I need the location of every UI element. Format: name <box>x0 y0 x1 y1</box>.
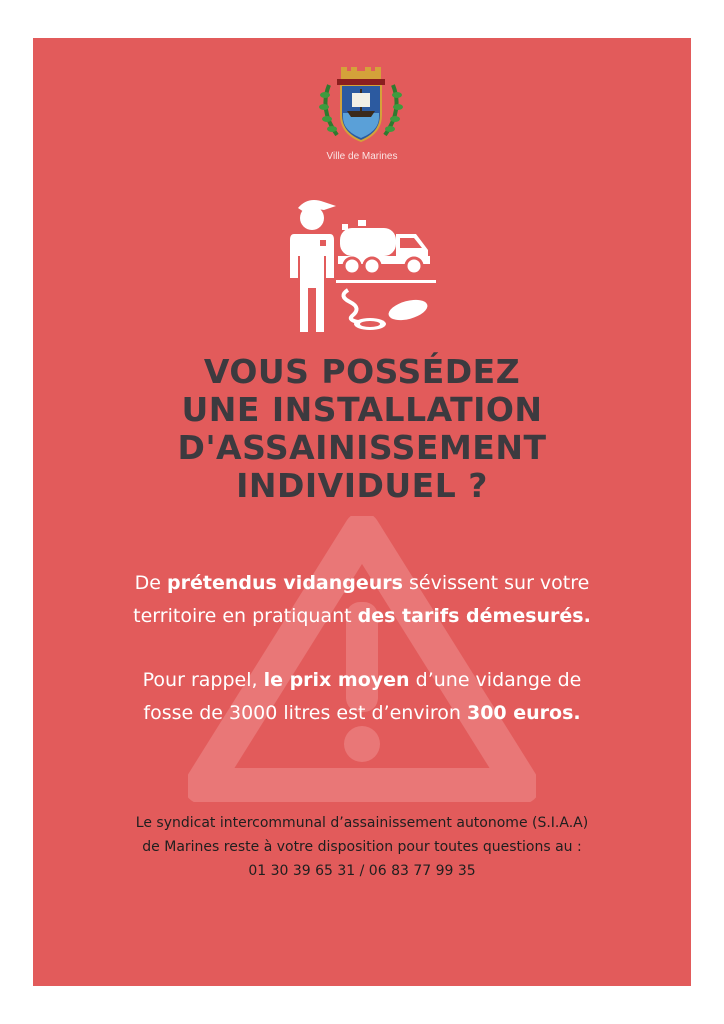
text: territoire en pratiquant <box>133 605 358 627</box>
text: Pour rappel, <box>142 669 264 691</box>
contact-line: Le syndicat intercommunal d’assainissement autonome (S.I.A.A) <box>135 815 589 831</box>
warning-triangle-icon <box>188 516 536 802</box>
headline-line: UNE INSTALLATION <box>181 390 543 429</box>
headline-line: VOUS POSSÉDEZ <box>203 352 521 391</box>
contact-line: de Marines reste à votre disposition pour toutes questions au : <box>142 839 582 855</box>
headline-line: INDIVIDUEL ? <box>236 466 488 505</box>
phone-numbers: 01 30 39 65 31 / 06 83 77 99 35 <box>248 863 476 879</box>
bold-text: le prix moyen <box>263 669 410 691</box>
septic-worker-truck-icon <box>278 196 438 336</box>
text: De <box>134 572 168 594</box>
bold-text: prétendus vidangeurs <box>167 572 403 594</box>
text: d’une vidange de <box>409 669 582 691</box>
text: sévissent sur votre <box>402 572 590 594</box>
bold-text: des tarifs démesurés. <box>357 605 591 627</box>
poster <box>33 38 691 986</box>
bold-text: 300 euros. <box>466 702 581 724</box>
town-crest-icon <box>315 65 407 145</box>
headline-line: D'ASSAINISSEMENT <box>177 428 547 467</box>
town-name: Ville de Marines <box>326 151 398 162</box>
price-paragraph <box>33 664 691 730</box>
text: fosse de 3000 litres est d’environ <box>143 702 467 724</box>
headline <box>33 353 691 505</box>
contact-info <box>33 811 691 883</box>
warning-paragraph <box>33 567 691 633</box>
